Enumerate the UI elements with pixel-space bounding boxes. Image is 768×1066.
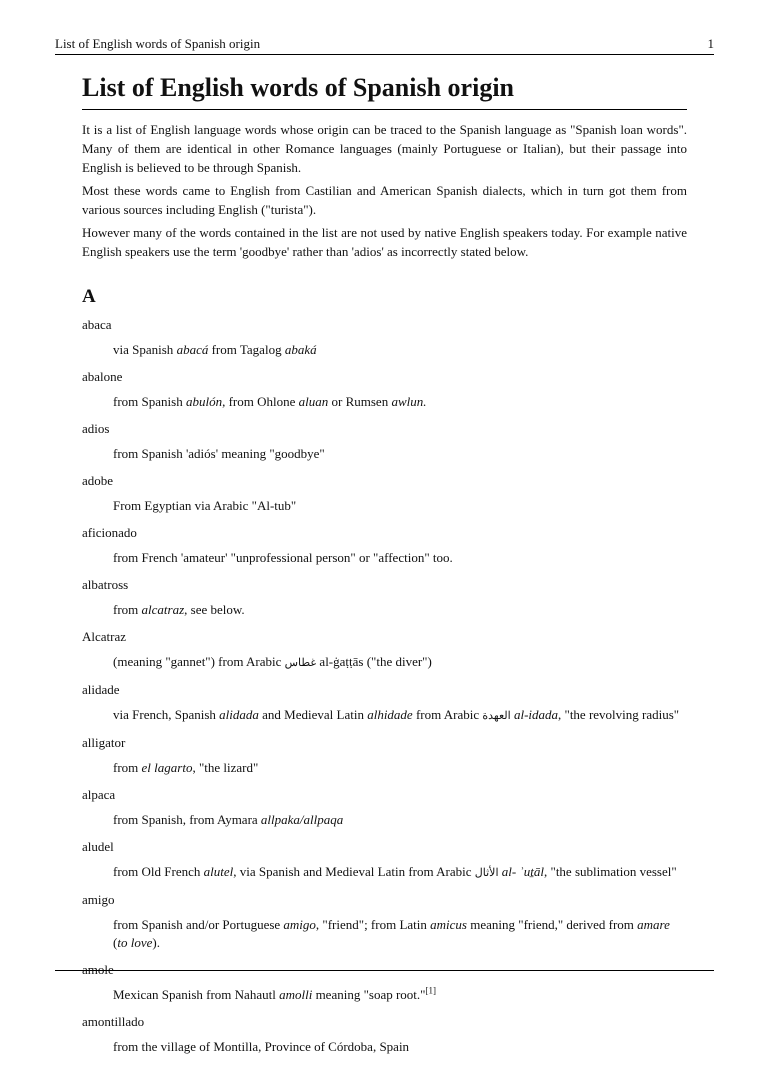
entry-definition: via French, Spanish alidada and Medieval Latin alhidade from Arabic العهدة al-idada, "the revolving radius" [113,707,680,722]
intro [82,120,687,261]
page-title: List of English words of Spanish origin [82,72,687,110]
entry-definition: from Old French alutel, via Spanish and Medieval Latin from Arabic الأثال al- ʾuṯāl, "the sublimation vessel" [113,864,677,879]
intro-paragraph: However many of the words contained in the list are not used by native English speakers today. For example native English speakers use the term 'goodbye' rather than 'adios' as incorrectly stated below. [82,225,687,259]
entry-definition: from the village of Montilla, Province of Córdoba, Spain [113,1039,410,1054]
entry-term: amole [82,962,114,977]
entry-term: abalone [82,369,123,384]
italic-term: to love [117,935,153,950]
citation-link[interactable]: [1] [425,985,436,996]
entry-definition: via Spanish abacá from Tagalog abaká [113,342,317,357]
italic-term: amolli [279,987,313,1002]
page-number: 1 [707,36,714,51]
italic-term: amare [637,917,670,932]
section-heading: A [82,286,96,307]
article-body [82,72,687,1066]
entry-term: albatross [82,577,129,592]
entry-definition: from Spanish, from Aymara allpaka/allpaqa [113,812,344,827]
entry-definition: from Spanish abulón, from Ohlone aluan or Rumsen awlun. [113,394,427,409]
italic-term: amigo [283,917,316,932]
entry-definition: from Spanish and/or Portuguese amigo, "friend"; from Latin amicus meaning "friend," derived from amare (to love). [113,917,670,950]
italic-term: al- ʾuṯāl [501,864,545,879]
italic-term: el lagarto [141,760,193,775]
italic-term: amicus [430,917,467,932]
footer-rule [55,970,714,971]
running-header-title: List of English words of Spanish origin [55,36,261,51]
entry-term: adobe [82,473,114,488]
italic-term: awlun. [391,394,427,409]
entry-term: amontillado [82,1014,145,1029]
running-header [55,37,714,51]
italic-term: alidada [219,707,259,722]
arabic-word: العهدة [482,710,511,722]
entry-term: alidade [82,682,120,697]
intro-paragraph: It is a list of English language words whose origin can be traced to the Spanish language as "Spanish loan words". Many of them are identical in other Romance languages (mainly Portuguese or Italian), but their passage into English is believed to be through Spanish. [82,122,687,175]
italic-term: alcatraz [141,602,185,617]
entry-term: Alcatraz [82,629,127,644]
entry-definition: (meaning "gannet") from Arabic غطاس al-ġaṭṭās ("the diver") [113,654,432,669]
entry-term: alligator [82,735,126,750]
intro-paragraph: Most these words came to English from Castilian and American Spanish dialects, which in turn got them from various sources including English ("turista"). [82,183,687,217]
entry-term: aludel [82,839,114,854]
italic-term: abacá [176,342,209,357]
italic-term: abulón [185,394,223,409]
italic-term: alhidade [367,707,413,722]
arabic-word: الأثال [474,867,499,879]
italic-term: abaká [284,342,317,357]
entry-definition: From Egyptian via Arabic "Al-tub" [113,498,297,513]
italic-term: alutel [203,864,234,879]
entry-list [82,317,687,1056]
entry-term: aficionado [82,525,137,540]
entry-term: amigo [82,892,115,907]
entry-definition: Mexican Spanish from Nahautl amolli meaning "soap root."[1] [113,985,436,1002]
entry-definition: from French 'amateur' "unprofessional person" or "affection" too. [113,550,453,565]
entry-term: alpaca [82,787,116,802]
entry-definition: from el lagarto, "the lizard" [113,760,259,775]
header-rule [55,54,714,55]
arabic-word: غطاس [284,657,317,669]
entry-term: abaca [82,317,112,332]
italic-term: aluan [298,394,329,409]
entry-definition: from Spanish 'adiós' meaning "goodbye" [113,446,325,461]
entry-term: adios [82,421,110,436]
italic-term: allpaka/allpaqa [260,812,344,827]
entry-definition: from alcatraz, see below. [113,602,245,617]
italic-term: al-idada [513,707,559,722]
